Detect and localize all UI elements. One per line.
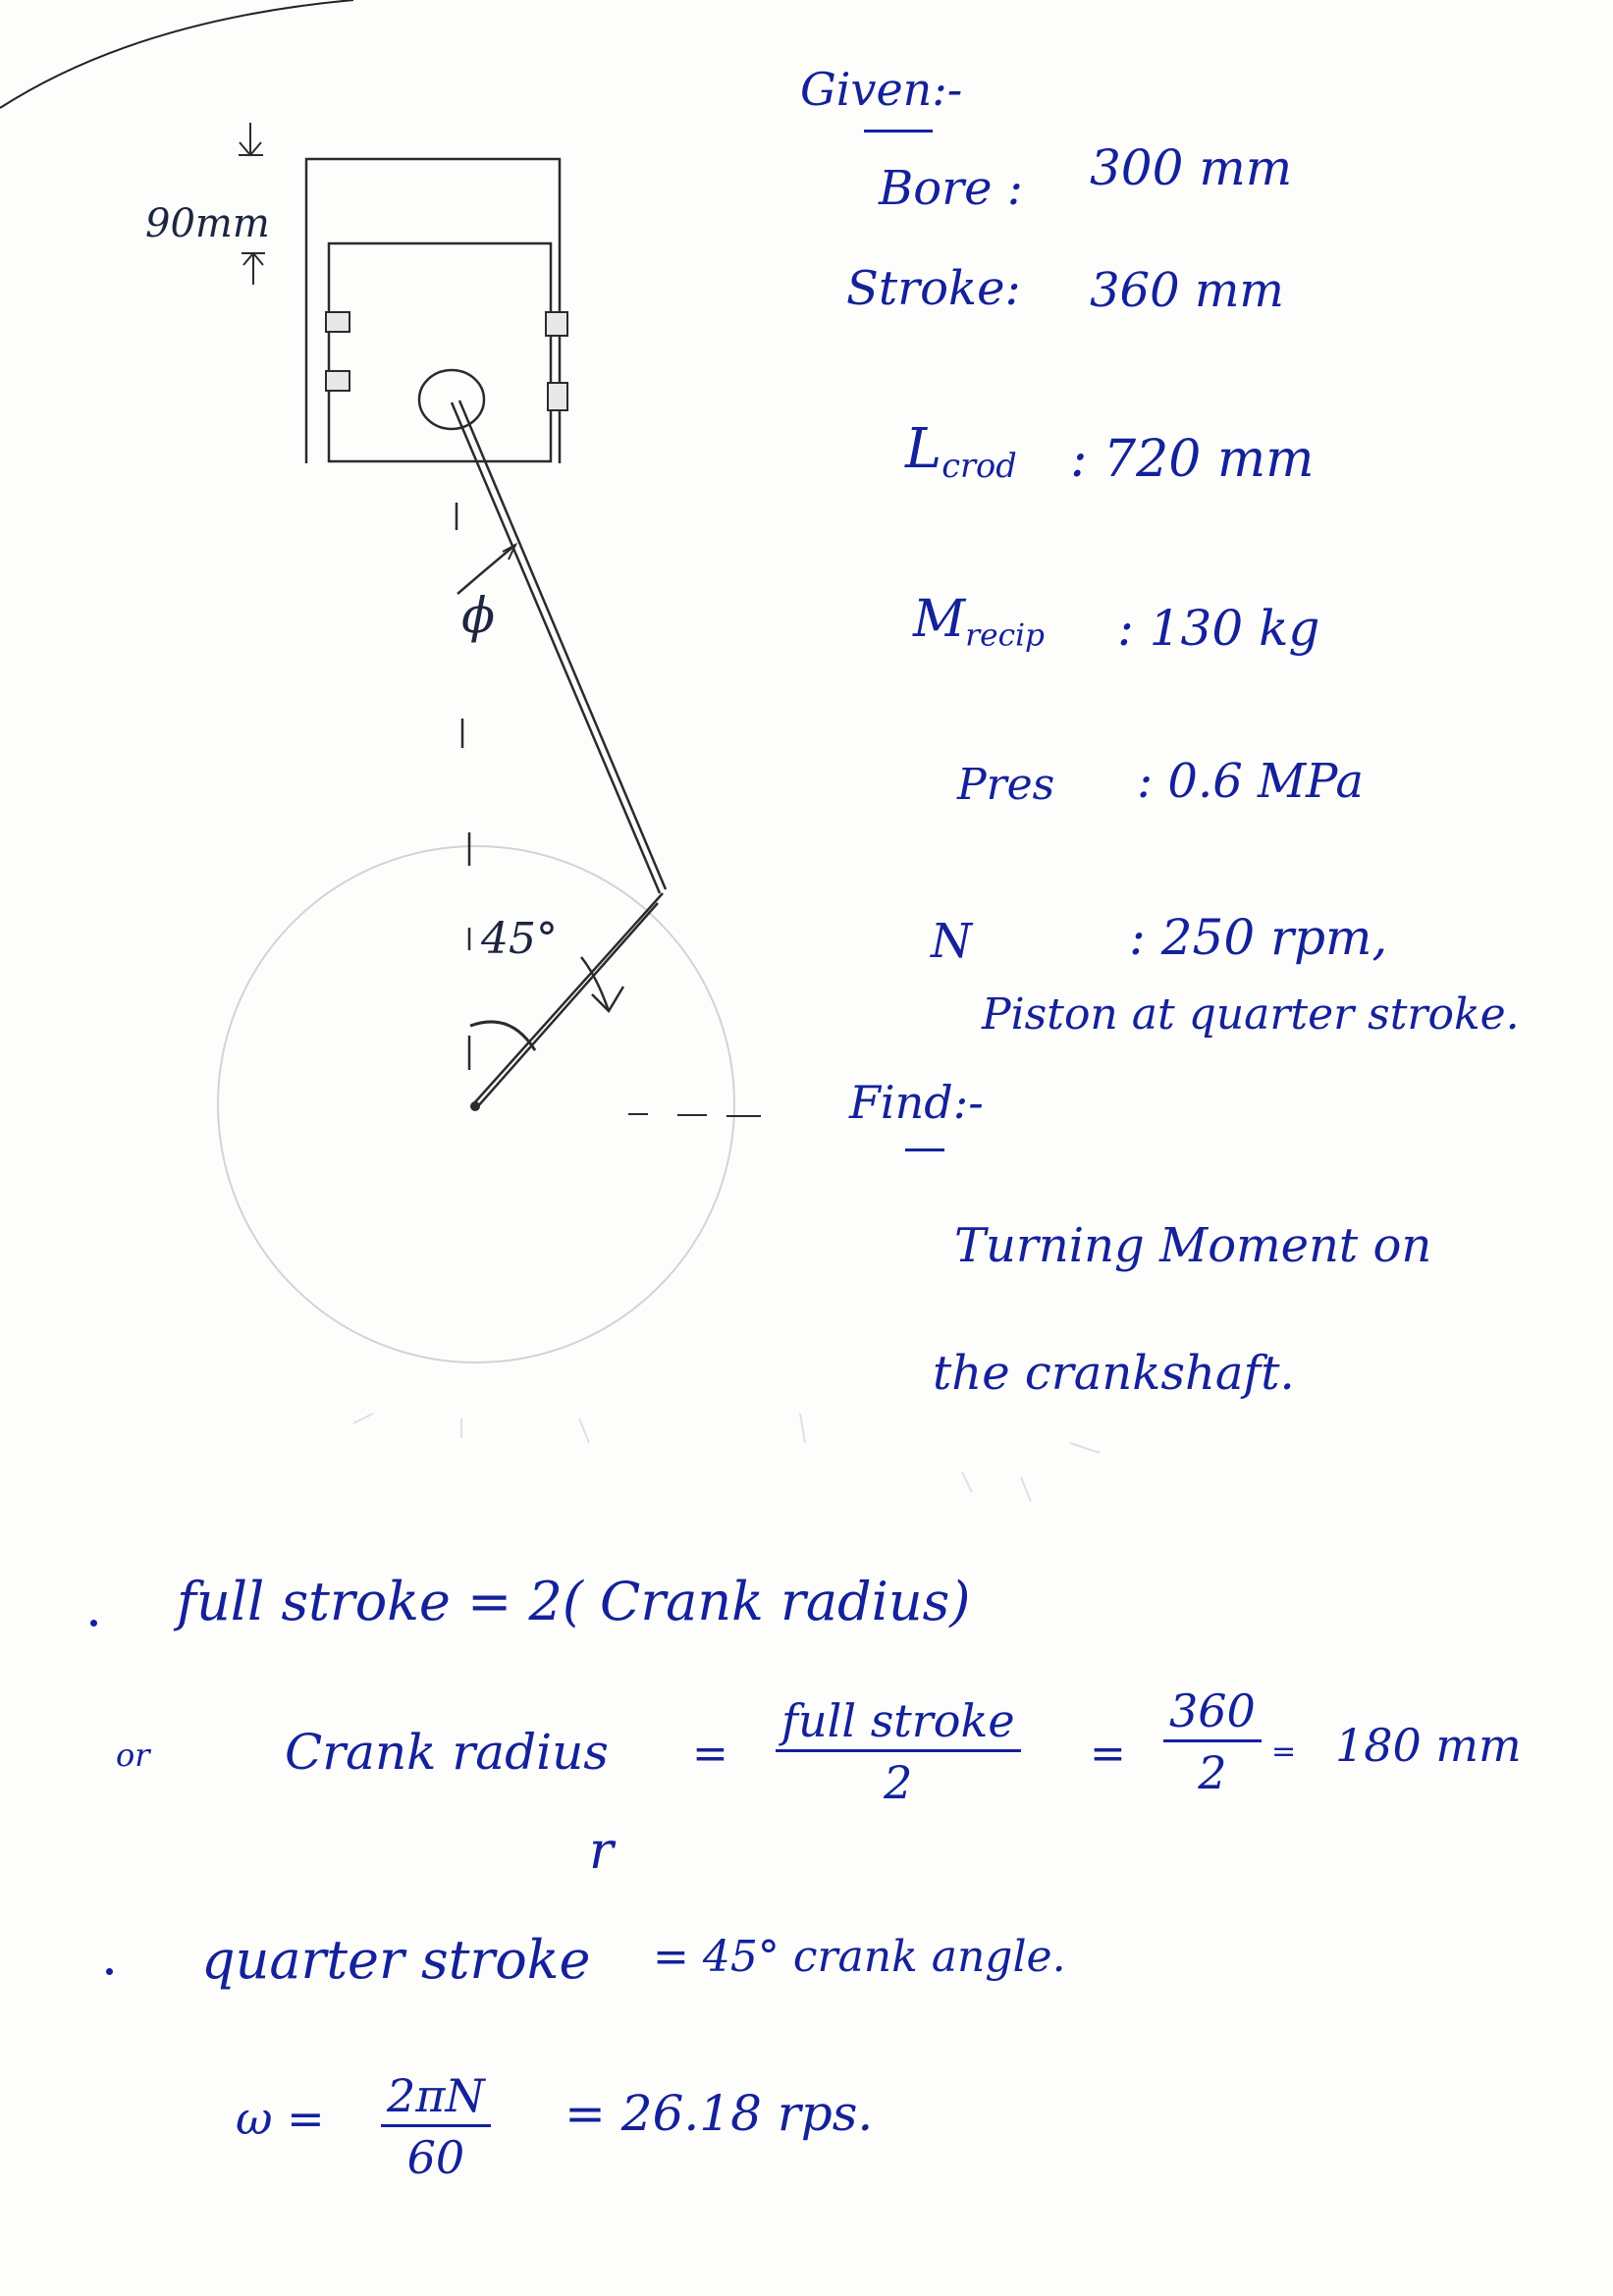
equals-1: =: [692, 1729, 728, 1779]
pressure-label: Pres: [957, 760, 1055, 810]
conrod-length: [905, 417, 1017, 486]
gudgeon-pin: [419, 370, 484, 429]
page-edge-curve: [0, 0, 353, 108]
omega-fraction: [381, 2069, 491, 2184]
piston-ring-left-lower: [326, 371, 349, 391]
crank-angle-label: 45°: [481, 914, 558, 964]
speed-value: : 250 rpm,: [1129, 909, 1388, 966]
recip-mass: [913, 590, 1046, 654]
horizontal-centre-line: [628, 1114, 761, 1116]
piston-position-note: Piston at quarter stroke.: [982, 989, 1520, 1040]
piston-ring-right-lower: [548, 383, 567, 410]
find-heading: Find:-: [849, 1076, 984, 1129]
quarter-stroke-result: = 45° crank angle.: [653, 1932, 1066, 1982]
r-symbol: r: [589, 1822, 614, 1881]
fraction-360-over-2: [1163, 1684, 1262, 1799]
find-underline: [905, 1148, 944, 1151]
omega-result: = 26.18 rps.: [565, 2085, 874, 2142]
recip-mass-symbol: M: [913, 590, 966, 649]
pressure-value: : 0.6 MPa: [1137, 754, 1364, 809]
equals-2: =: [1090, 1729, 1126, 1779]
equals-3: =: [1271, 1735, 1297, 1769]
bore-label: Bore :: [879, 161, 1023, 216]
given-heading: Given:-: [800, 63, 963, 116]
bore-value: 300 mm: [1090, 139, 1293, 196]
speed-label: N: [931, 914, 972, 969]
omega-denominator: 60: [406, 2131, 465, 2184]
piston: [329, 243, 551, 461]
piston-ring-right-upper: [546, 312, 567, 336]
piston-ring-left-upper: [326, 312, 349, 332]
or-mark: or: [116, 1736, 150, 1774]
fraction-full-stroke-over-2: [776, 1694, 1021, 1809]
recip-mass-subscript: recip: [965, 617, 1046, 654]
crank-centre: [470, 1101, 480, 1111]
omega-lhs: ω =: [236, 2092, 325, 2145]
conrod-subscript: crod: [941, 447, 1017, 486]
phi-label: ϕ: [461, 587, 496, 644]
omega-numerator: 2πN: [381, 2073, 491, 2127]
fraction-2-numerator: 360: [1163, 1688, 1262, 1742]
recip-mass-value: : 130 kg: [1117, 600, 1320, 657]
stroke-value: 360 mm: [1090, 263, 1284, 318]
gap-dimension-label: 90mm: [145, 201, 270, 246]
bleed-through-marks: [353, 1414, 1100, 1502]
fraction-2-denominator: 2: [1198, 1746, 1227, 1799]
quarter-stroke-label: quarter stroke: [201, 1929, 591, 1991]
fraction-1-denominator: 2: [884, 1756, 913, 1809]
crank-radius-result: 180 mm: [1335, 1719, 1522, 1772]
crank-radius-label: Crank radius: [285, 1724, 609, 1781]
bullet-2: [106, 1968, 113, 1975]
fraction-1-numerator: full stroke: [776, 1698, 1021, 1752]
conrod-symbol: L: [905, 417, 942, 481]
find-line-2: the crankshaft.: [933, 1346, 1295, 1401]
find-line-1: Turning Moment on: [954, 1218, 1432, 1273]
conrod-length-value: : 720 mm: [1070, 430, 1315, 489]
bullet-1: [90, 1620, 97, 1627]
full-stroke-equation: full stroke = 2( Crank radius): [177, 1571, 971, 1632]
connecting-rod: [452, 400, 666, 893]
given-underline: [864, 130, 933, 133]
stroke-label: Stroke:: [846, 261, 1021, 316]
